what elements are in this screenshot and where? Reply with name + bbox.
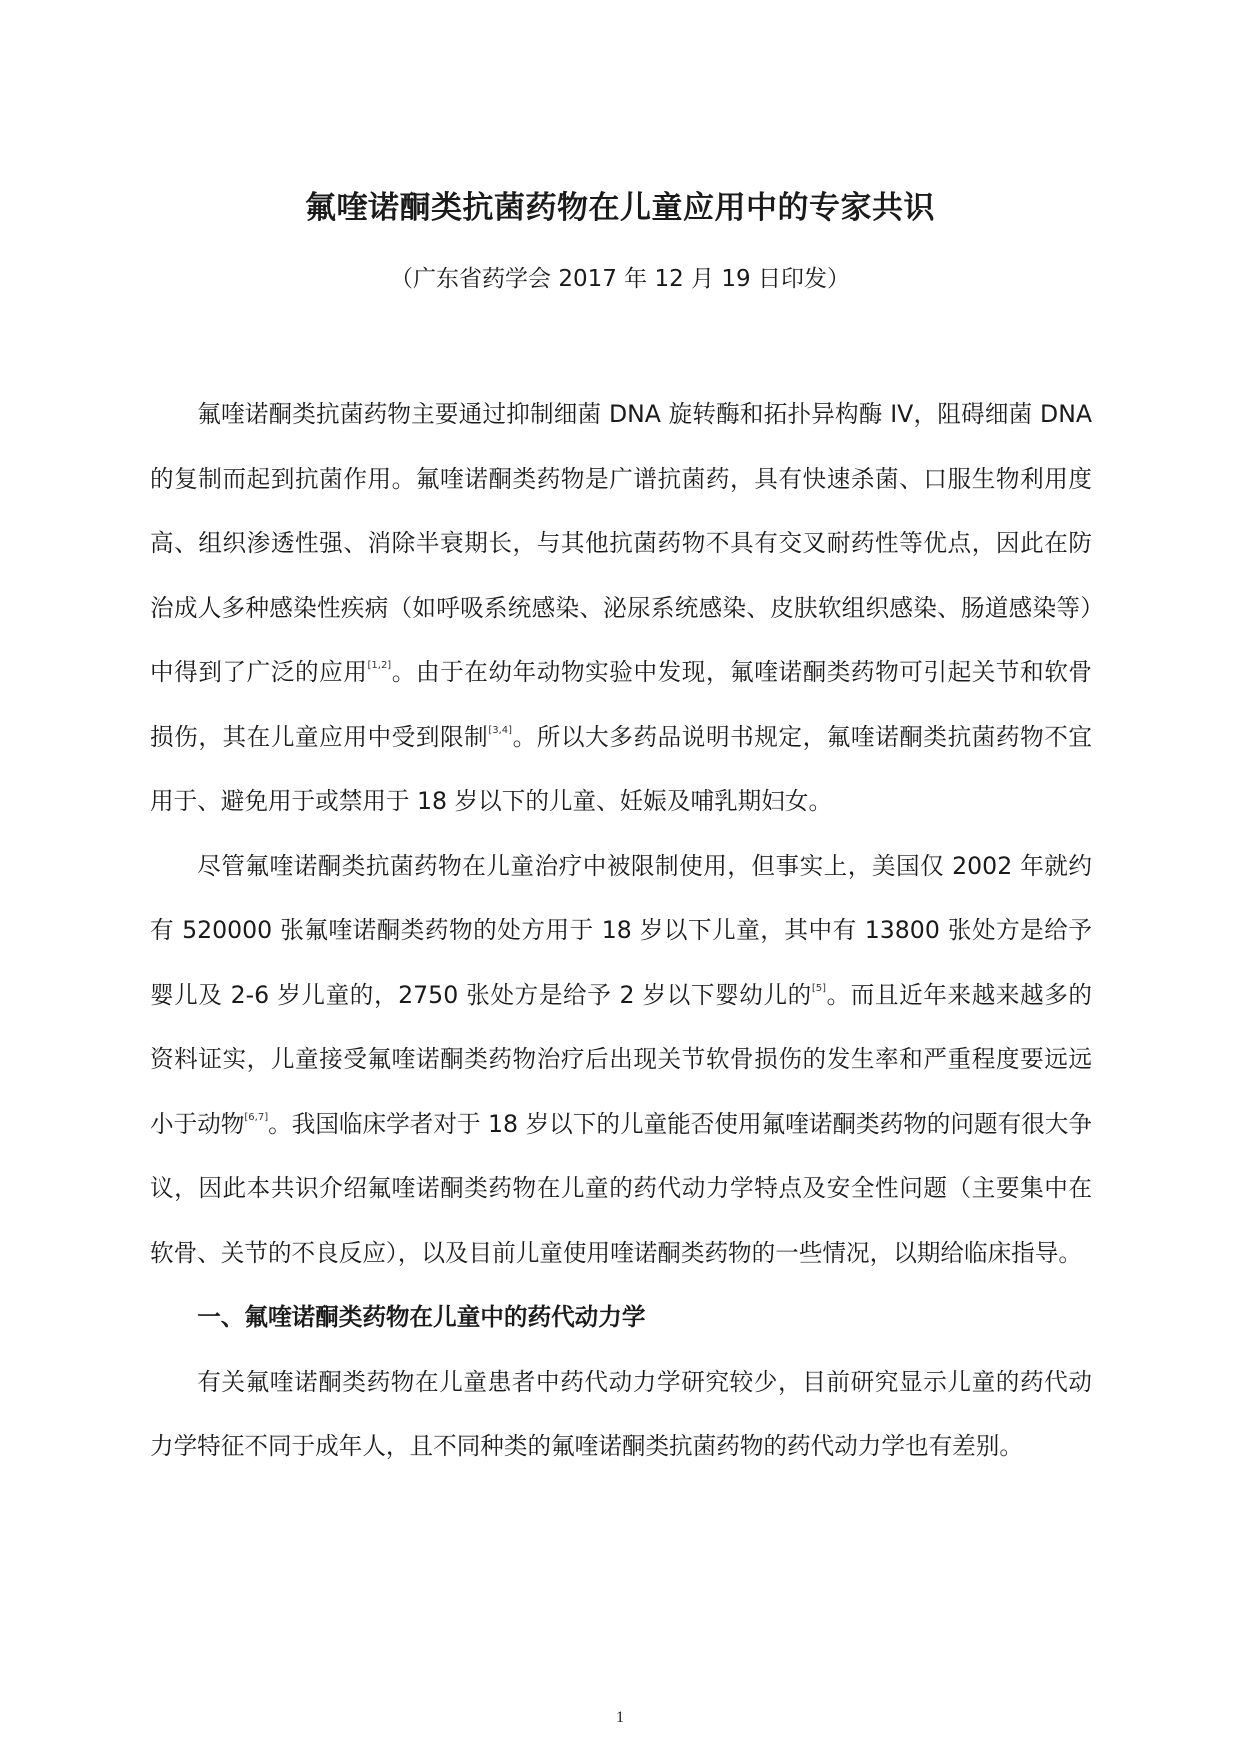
citation: [5] bbox=[811, 982, 827, 994]
paragraph-2 bbox=[150, 834, 1092, 1286]
paragraph-text: 尽管氟喹诺酮类抗菌药物在儿童治疗中被限制使用，但事实上，美国仅 2002 年就约有 520000 张氟喹诺酮类药物的处方用于 18 岁以下儿童，其中有 13800 张处方是给予婴儿及 2-6 岁儿童的，2750 张处方是给予 2 岁以下婴幼儿的 bbox=[150, 851, 1092, 1009]
paragraph-text: 氟喹诺酮类抗菌药物主要通过抑制细菌 DNA 旋转酶和拓扑异构酶 IV，阻碍细菌 DNA 的复制而起到抗菌作用。氟喹诺酮类药物是广谱抗菌药，具有快速杀菌、口服生物利用度高、组织渗透性强、消除半衰期长，与其他抗菌药物不具有交叉耐药性等优点，因此在防治成人多种感染性疾病（如呼吸系统感染、泌尿系统感染、皮肤软组织感染、肠道感染等）中得到了广泛的应用 bbox=[150, 400, 1092, 686]
page-number: 1 bbox=[616, 1709, 624, 1726]
document-title: 氟喹诺酮类抗菌药物在儿童应用中的专家共识 bbox=[305, 190, 935, 226]
paragraph-text: 。所以大多药品说明书规定，氟喹诺酮类抗菌药物不宜用于、避免用于或禁用于 18 岁以下的儿童、妊娠及哺乳期妇女。 bbox=[150, 722, 1093, 815]
paragraph-text: 。由于在幼年动物实验中发现，氟喹诺酮类药物可引起关节和软骨损伤，其在儿童应用中受到限制 bbox=[150, 658, 1093, 751]
document-body bbox=[150, 382, 1092, 1479]
citation: [1,2] bbox=[367, 660, 392, 671]
citation: [6,7] bbox=[244, 1111, 269, 1123]
paragraph-1 bbox=[150, 382, 1092, 834]
document-subtitle: （广东省药学会 2017 年 12 月 19 日印发） bbox=[390, 266, 850, 292]
paragraph-text: 。而且近年来越来越多的资料证实，儿童接受氟喹诺酮类药物治疗后出现关节软骨损伤的发生率和严重程度要远远小于动物 bbox=[150, 980, 1093, 1138]
section-heading: 一、氟喹诺酮类药物在儿童中的药代动力学 bbox=[197, 1303, 646, 1331]
section-paragraph: 有关氟喹诺酮类药物在儿童患者中药代动力学研究较少，目前研究显示儿童的药代动力学特征不同于成年人，且不同种类的氟喹诺酮类抗菌药物的药代动力学也有差别。 bbox=[150, 1367, 1092, 1460]
citation: [3,4] bbox=[488, 724, 513, 736]
paragraph-text: 。我国临床学者对于 18 岁以下的儿童能否使用氟喹诺酮类药物的问题有很大争议，因此本共识介绍氟喹诺酮类药物在儿童的药代动力学特点及安全性问题（主要集中在软骨、关节的不良反应），以及目前儿童使用喹诺酮类药物的一些情况，以期给临床指导。 bbox=[150, 1109, 1092, 1267]
